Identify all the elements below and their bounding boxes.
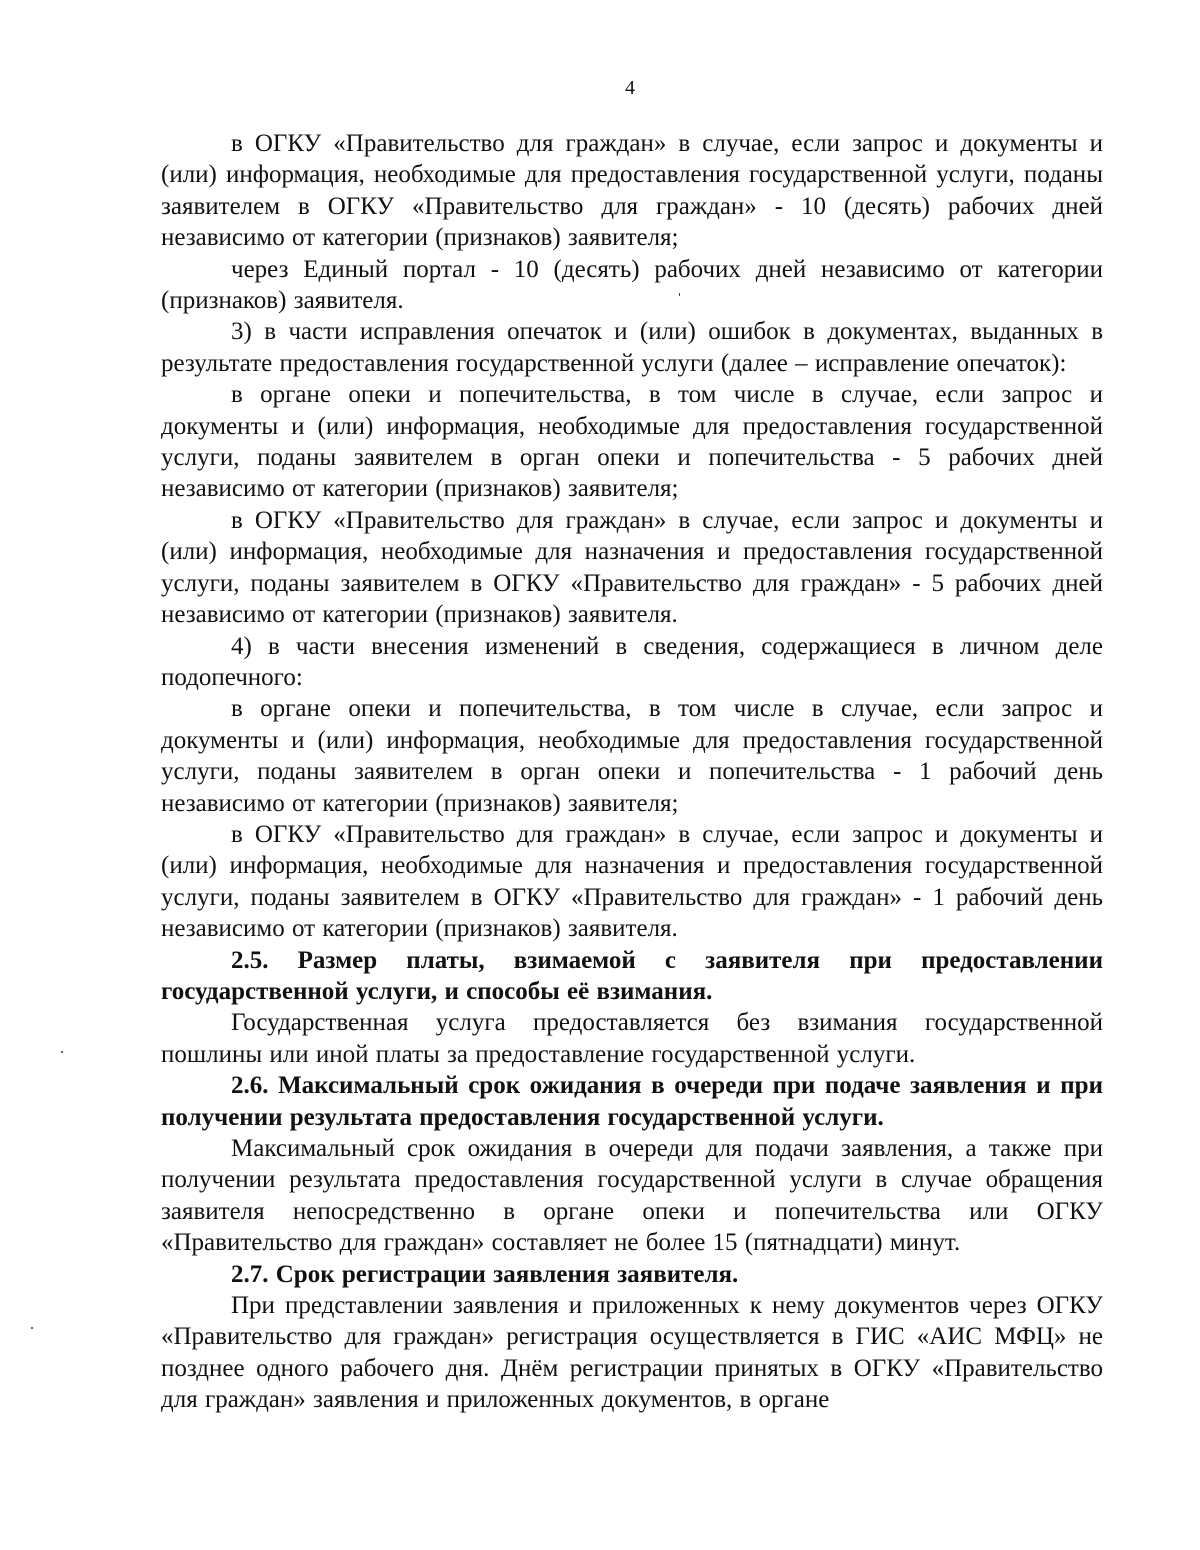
section-heading-2-6: 2.6. Максимальный срок ожидания в очереди при подаче заявления и при получении результата предоставления государственной услуги. <box>161 1072 1103 1131</box>
scan-speck <box>31 1327 33 1329</box>
paragraph-max-wait: Максимальный срок ожидания в очереди для подачи заявления, а также при получении результата предоставления государственной услуги в случае обращения заявителя непосредственно в органе опеки и попечительства или ОГКУ «Правительство для граждан» составляет не более 15 (пятнадцати) минут. <box>161 1135 1103 1257</box>
paragraph-ogku-1-day: в ОГКУ «Правительство для граждан» в случае, если запрос и документы и (или) информация, необходимые для назначения и предоставления государственной услуги, поданы заявителем в ОГКУ «Правительство для граждан» - 1 рабочий день независимо от категории (признаков) заявителя. <box>161 820 1103 943</box>
paragraph-ogku-10-days: в ОГКУ «Правительство для граждан» в случае, если запрос и документы и (или) информация, необходимые для предоставления государственной услуги, поданы заявителем в ОГКУ «Правительство для граждан» - 10 (десять) рабочих дней независимо от категории (признаков) заявителя; <box>161 130 1103 252</box>
paragraph-registration: При представлении заявления и приложенных к нему документов через ОГКУ «Правительство для граждан» регистрация осуществляется в ГИС «АИС МФЦ» не позднее одного рабочего дня. Днём регистрации принятых в ОГКУ «Правительство для граждан» заявления и приложенных документов, в органе <box>161 1292 1103 1414</box>
section-heading-2-5: 2.5. Размер платы, взимаемой с заявителя при предоставлении государственной услуги, и способы её взимания. <box>161 946 1103 1005</box>
paragraph-portal-10-days: через Единый портал - 10 (десять) рабочих дней независимо от категории (признаков) заявителя. <box>161 255 1103 315</box>
section-heading-2-7: 2.7. Срок регистрации заявления заявителя. <box>231 1260 739 1288</box>
scan-speck <box>61 1051 63 1053</box>
paragraph-ogku-5-days: в ОГКУ «Правительство для граждан» в случае, если запрос и документы и (или) информация, необходимые для назначения и предоставления государственной услуги, поданы заявителем в ОГКУ «Правительство для граждан» - 5 рабочих дней независимо от категории (признаков) заявителя. <box>161 506 1103 629</box>
paragraph-item-3-corrections: 3) в части исправления опечаток и (или) ошибок в документах, выданных в результате предоставления государственной услуги (далее – исправление опечаток): <box>161 318 1103 377</box>
paragraph-guardianship-1-day: в органе опеки и попечительства, в том числе в случае, если запрос и документы и (или) информация, необходимые для предоставления государственной услуги, поданы заявителем в орган опеки и попечительства - 1 рабочий день независимо от категории (признаков) заявителя; <box>161 695 1103 817</box>
paragraph-guardianship-5-days: в органе опеки и попечительства, в том числе в случае, если запрос и документы и (или) информация, необходимые для предоставления государственной услуги, поданы заявителем в орган опеки и попечительства - 5 рабочих дней независимо от категории (признаков) заявителя; <box>161 381 1103 503</box>
paragraph-no-fee: Государственная услуга предоставляется без взимания государственной пошлины или иной платы за предоставление государственной услуги. <box>161 1009 1103 1068</box>
paragraph-item-4-changes: 4) в части внесения изменений в сведения, содержащиеся в личном деле подопечного: <box>161 632 1103 691</box>
document-body <box>161 128 1103 1416</box>
page-number: 4 <box>625 77 635 99</box>
